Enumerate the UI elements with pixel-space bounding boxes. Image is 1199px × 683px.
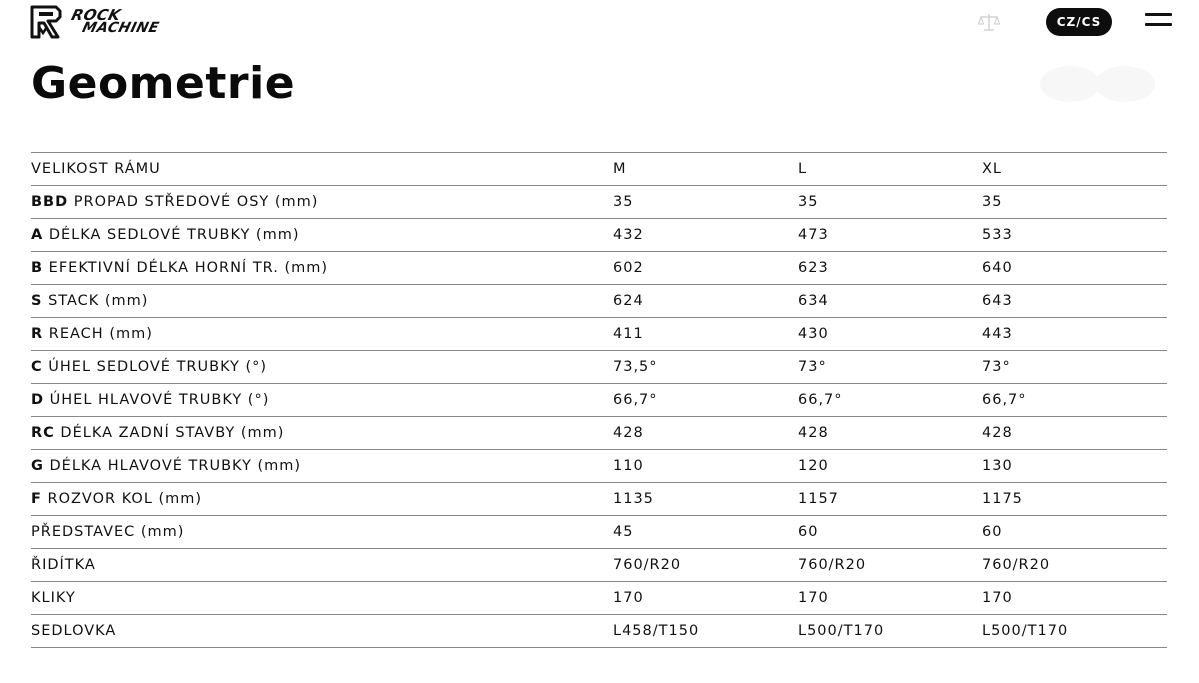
row-label-text: REACH (mm): [48, 326, 153, 342]
table-row: [31, 351, 1167, 384]
row-label-text: DÉLKA ZADNÍ STAVBY (mm): [60, 425, 285, 441]
cell-size-m: 73,5°: [613, 359, 658, 375]
row-code: G: [31, 458, 44, 474]
cell-size-l: 66,7°: [798, 392, 843, 408]
cell-size-l: 60: [798, 524, 819, 540]
table-row: [31, 252, 1167, 285]
table-row: [31, 219, 1167, 252]
cell-size-l: 430: [798, 326, 829, 342]
cell-size-m: 66,7°: [613, 392, 658, 408]
row-label-text: DÉLKA HLAVOVÉ TRUBKY (mm): [49, 458, 302, 474]
page-title: Geometrie: [31, 58, 296, 109]
cell-size-l: 760/R20: [798, 557, 867, 573]
cell-size-m: 428: [613, 425, 644, 441]
hamburger-menu-icon[interactable]: [1145, 12, 1173, 28]
row-label: [31, 615, 116, 648]
cell-size-xl: L500/T170: [982, 623, 1069, 639]
row-label: [31, 516, 184, 549]
table-row: [31, 516, 1167, 549]
cell-size-xl: 170: [982, 590, 1013, 606]
table-header-row: [31, 153, 1167, 186]
site-header: [0, 0, 1199, 44]
row-label-text: STACK (mm): [48, 293, 149, 309]
row-label-text: PŘEDSTAVEC (mm): [31, 524, 185, 540]
row-label: [31, 549, 96, 582]
row-label-text: EFEKTIVNÍ DÉLKA HORNÍ TR. (mm): [48, 260, 329, 276]
cell-size-l: 120: [798, 458, 829, 474]
table-row: [31, 417, 1167, 450]
header-size-xl: XL: [982, 161, 1003, 177]
cell-size-l: 623: [798, 260, 829, 276]
cell-size-m: 110: [613, 458, 644, 474]
row-code: F: [31, 491, 42, 507]
row-code: RC: [31, 425, 55, 441]
table-row: [31, 483, 1167, 516]
cell-size-l: L500/T170: [798, 623, 885, 639]
table-row: [31, 615, 1167, 648]
cell-size-xl: 533: [982, 227, 1013, 243]
header-size-m: M: [613, 161, 627, 177]
cell-size-l: 73°: [798, 359, 827, 375]
brand-name-line1: ROCK: [69, 6, 123, 24]
cell-size-m: 432: [613, 227, 644, 243]
cell-size-xl: 35: [982, 194, 1003, 210]
table-row: [31, 450, 1167, 483]
row-code: B: [31, 260, 44, 276]
cell-size-xl: 643: [982, 293, 1013, 309]
row-label-text: SEDLOVKA: [31, 623, 117, 639]
cell-size-xl: 640: [982, 260, 1013, 276]
row-label: [31, 285, 148, 318]
cell-size-m: 411: [613, 326, 644, 342]
row-label: [31, 450, 301, 483]
row-label: [31, 417, 284, 450]
row-label: [31, 384, 269, 417]
row-code: R: [31, 326, 44, 342]
cell-size-xl: 130: [982, 458, 1013, 474]
row-label-text: ŘIDÍTKA: [31, 557, 96, 573]
cell-size-xl: 73°: [982, 359, 1011, 375]
language-switcher-button[interactable]: CZ/CS: [1046, 8, 1112, 36]
cell-size-l: 428: [798, 425, 829, 441]
row-code: A: [31, 227, 44, 243]
cell-size-xl: 66,7°: [982, 392, 1027, 408]
cell-size-m: L458/T150: [613, 623, 700, 639]
row-label-text: ÚHEL HLAVOVÉ TRUBKY (°): [49, 392, 270, 408]
table-row: [31, 186, 1167, 219]
menu-bar: [1145, 13, 1172, 16]
scale-icon[interactable]: [978, 12, 1000, 32]
header-size-l: L: [798, 161, 808, 177]
row-code: C: [31, 359, 43, 375]
geometry-table: [31, 152, 1167, 648]
row-label: [31, 582, 76, 615]
cell-size-m: 1135: [613, 491, 654, 507]
cell-size-l: 35: [798, 194, 819, 210]
brand-wordmark: [67, 6, 164, 36]
cell-size-xl: 443: [982, 326, 1013, 342]
cell-size-m: 45: [613, 524, 634, 540]
row-code: S: [31, 293, 43, 309]
cell-size-m: 760/R20: [613, 557, 682, 573]
table-row: [31, 285, 1167, 318]
brand-logo[interactable]: [30, 4, 220, 40]
cell-size-l: 634: [798, 293, 829, 309]
cell-size-m: 624: [613, 293, 644, 309]
row-code: D: [31, 392, 45, 408]
cell-size-xl: 428: [982, 425, 1013, 441]
cell-size-xl: 1175: [982, 491, 1023, 507]
row-label: [31, 318, 153, 351]
cell-size-m: 170: [613, 590, 644, 606]
cell-size-xl: 60: [982, 524, 1003, 540]
row-code: BBD: [31, 194, 69, 210]
table-row: [31, 582, 1167, 615]
cell-size-xl: 760/R20: [982, 557, 1051, 573]
cell-size-l: 473: [798, 227, 829, 243]
row-label: [31, 186, 318, 219]
rock-machine-logo-icon: [30, 5, 62, 39]
cell-size-m: 602: [613, 260, 644, 276]
cell-size-l: 170: [798, 590, 829, 606]
row-label: [31, 483, 202, 516]
cell-size-m: 35: [613, 194, 634, 210]
table-row: [31, 318, 1167, 351]
row-label-text: KLIKY: [31, 590, 76, 606]
row-label: [31, 252, 328, 285]
table-row: [31, 549, 1167, 582]
table-row: [31, 384, 1167, 417]
row-label-text: PROPAD STŘEDOVÉ OSY (mm): [73, 194, 319, 210]
row-label-text: DÉLKA SEDLOVÉ TRUBKY (mm): [48, 227, 300, 243]
cell-size-l: 1157: [798, 491, 839, 507]
header-frame-size: VELIKOST RÁMU: [31, 161, 161, 177]
menu-bar: [1145, 23, 1172, 26]
brand-name-line2: MACHINE: [80, 20, 161, 36]
row-label: [31, 351, 267, 384]
row-label-text: ÚHEL SEDLOVÉ TRUBKY (°): [48, 359, 268, 375]
row-label-text: ROZVOR KOL (mm): [47, 491, 203, 507]
faded-background-graphic: [1030, 62, 1160, 106]
row-label: [31, 219, 300, 252]
